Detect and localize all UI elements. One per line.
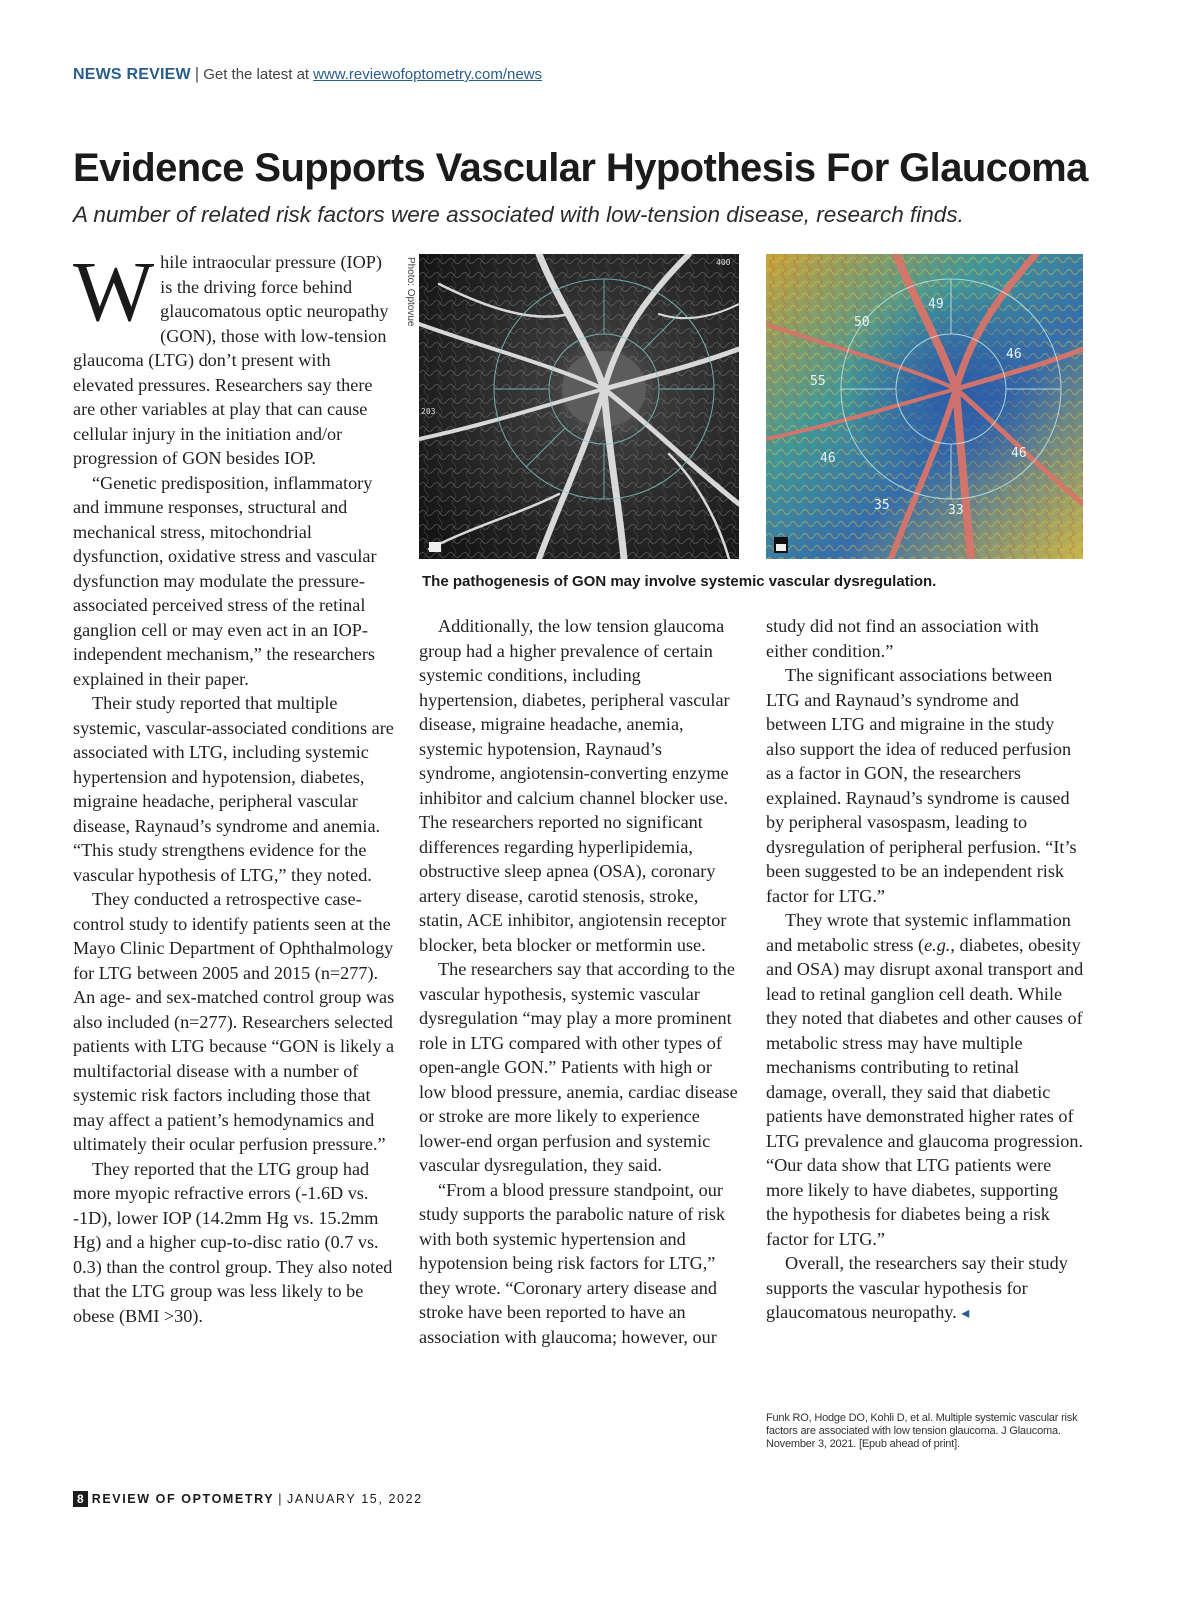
section-header <box>73 64 542 84</box>
publication-name: REVIEW OF OPTOMETRY <box>91 1492 275 1506</box>
page-footer <box>73 1490 423 1508</box>
paragraph: Overall, the researchers say their study supports the vascular hypothesis for glaucomatous neuropathy. ◂ <box>766 1253 1068 1322</box>
reference: Funk RO, Hodge DO, Kohli D, et al. Multiple systemic vascular risk factors are associated with low tension glaucoma. J Glaucoma. November 3, 2021. [Epub ahead of print]. <box>766 1412 1078 1450</box>
headline: Evidence Supports Vascular Hypothesis For Glaucoma <box>73 146 1088 190</box>
page-number: 8 <box>73 1491 88 1507</box>
sector-value: 33 <box>948 503 964 518</box>
paragraph: Their study reported that multiple systemic, vascular-associated conditions are associated with LTG, including systemic hypertension and hypotension, diabetes, migraine headache, peripheral vascular disease, Raynaud’s syndrome and anemia. “This study strengthens evidence for the vascular hypothesis of LTG,” they noted. <box>73 693 394 885</box>
article-column-2 <box>419 614 739 1349</box>
sector-value: 46 <box>1006 347 1022 362</box>
sector-value: 50 <box>854 315 870 330</box>
paragraph: The researchers say that according to the vascular hypothesis, systemic vascular dysregulation “may play a more prominent role in LTG compared with other types of open-angle GON.” Patients with high or low blood pressure, anemia, cardiac disease or stroke are more likely to experience lower-end organ perfusion and systemic vascular dysregulation, they said. <box>419 959 738 1175</box>
paragraph: Additionally, the low tension glaucoma group had a higher prevalence of certain systemic conditions, including hypertension, diabetes, peripheral vascular disease, migraine headache, anemia, systemic hypotension, Raynaud’s syndrome, angiotensin-converting enzyme inhibitor and calcium channel blocker use. The researchers reported no significant differences regarding hyperlipidemia, obstructive sleep apnea (OSA), coronary artery disease, carotid stenosis, stroke, statin, ACE inhibitor, angiotensin receptor blocker, beta blocker or metformin use. <box>419 616 730 955</box>
end-mark-icon: ◂ <box>961 1305 970 1322</box>
sector-value: 35 <box>874 498 890 513</box>
left-image-label-top: 400 <box>716 258 731 267</box>
sector-value: 46 <box>1011 446 1027 461</box>
sector-value: 46 <box>820 451 836 466</box>
oct-angiography-image <box>419 254 739 559</box>
photo-credit: Photo: Optovue <box>405 257 416 327</box>
paragraph: They conducted a retrospective case-control study to identify patients seen at the Mayo Clinic Department of Ophthalmology for LTG between 2005 and 2015 (n=277). An age- and sex-matched control group was also included (n=277). Researchers selected patients with LTG because “GON is likely a multifactorial disease with a number of systemic risk factors including those that may affect a patient’s hemodynamics and ultimately their ocular perfusion pressure.” <box>73 889 395 1154</box>
paragraph: “From a blood pressure standpoint, our study supports the parabolic nature of risk with both systemic hypertension and hypotension being risk factors for LTG,” they wrote. “Coronary artery disease and stroke have been reported to have an association with glaucoma; however, our <box>419 1179 726 1347</box>
drop-cap: W <box>73 243 155 339</box>
paragraph: They reported that the LTG group had more myopic refractive errors (-1.6D vs. -1D), lower IOP (14.2mm Hg vs. 15.2mm Hg) and a higher cup-to-disc ratio (0.7 vs. 0.3) than the control group. They also noted that the LTG group was less likely to be obese (BMI >30). <box>73 1158 393 1326</box>
paragraph: The significant associations between LTG and Raynaud’s syndrome and between LTG and migraine in the study also support the idea of reduced perfusion as a factor in GON, the researchers explained. Raynaud’s syndrome is caused by peripheral vasospasm, leading to dysregulation of peripheral perfusion. “It’s been suggested to be an independent risk factor for LTG.” <box>766 665 1077 906</box>
section-label: NEWS REVIEW <box>73 66 191 83</box>
paragraph: While intraocular pressure (IOP) is the driving force behind glaucomatous optic neuropathy (GON), those with low-tension glaucoma (LTG) don’t present with elevated pressures. Researchers say there are other variables at play that can cause cellular injury in the initiation and/or progression of GON besides IOP. <box>73 243 389 468</box>
deck: A number of related risk factors were associated with low-tension disease, research finds. <box>73 202 964 227</box>
latest-prefix: Get the latest at <box>203 66 310 83</box>
perfusion-heatmap-image <box>766 254 1083 559</box>
figure-caption: The pathogenesis of GON may involve systemic vascular dysregulation. <box>422 573 937 590</box>
article-column-3 <box>766 614 1084 1327</box>
left-image-label-side: 203 <box>421 407 436 416</box>
footer-separator: | <box>278 1492 284 1506</box>
paragraph: They wrote that systemic inflammation and metabolic stress (e.g., diabetes, obesity and OSA) may disrupt axonal transport and lead to retinal ganglion cell death. While they noted that diabetes and other causes of metabolic stress may have multiple mechanisms contributing to retinal damage, overall, they said that diabetic patients have demonstrated higher rates of LTG prevalence and glaucoma progression. “Our data show that LTG patients were more likely to have diabetes, supporting the hypothesis for diabetes being a risk factor for LTG.” <box>766 910 1084 1249</box>
article-column-1 <box>73 243 395 1328</box>
header-separator: | <box>194 64 200 83</box>
sector-value: 55 <box>810 374 826 389</box>
news-link[interactable]: www.reviewofoptometry.com/news <box>313 66 543 83</box>
paragraph: “Genetic predisposition, inflammatory and immune responses, structural and mechanical stress, mitochondrial dysfunction, oxidative stress and vascular dysfunction may modulate the pressure-associated perceived stress of the retinal ganglion cell or may even act in an IOP-independent mechanism,” the researchers explained in their paper. <box>73 472 377 689</box>
issue-date: JANUARY 15, 2022 <box>287 1492 423 1506</box>
paragraph: study did not find an association with either condition.” <box>766 616 1039 661</box>
sector-value: 49 <box>928 297 944 312</box>
